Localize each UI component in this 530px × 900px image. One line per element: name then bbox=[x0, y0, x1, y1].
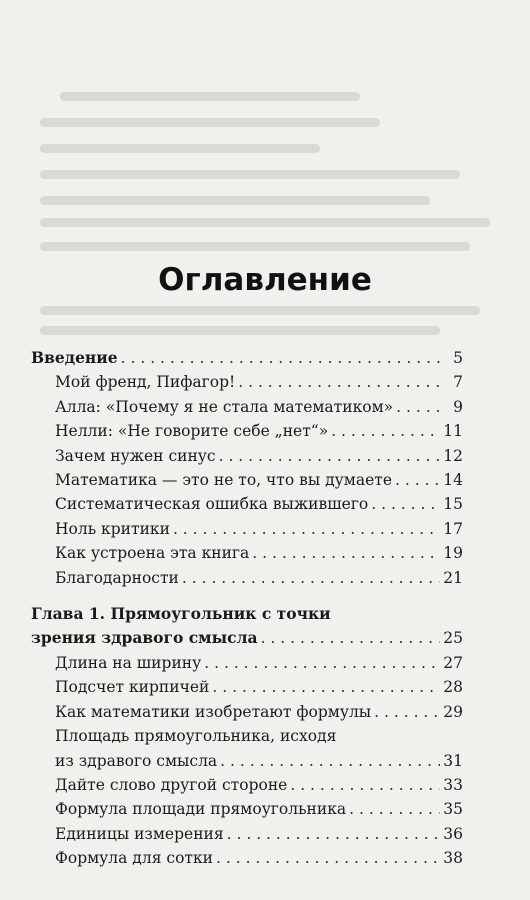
leader-dots bbox=[204, 651, 440, 675]
leader-dots bbox=[216, 846, 440, 870]
toc-entry-page: 35 bbox=[443, 800, 463, 819]
leader-dots bbox=[182, 566, 440, 590]
leader-dots bbox=[220, 749, 440, 773]
toc-entry-line1[interactable]: Площадь прямоугольника, исходя bbox=[55, 727, 337, 746]
toc-entry-title: Единицы измерения bbox=[55, 824, 224, 843]
toc-entry-page: 11 bbox=[443, 422, 463, 441]
toc-entry-page: 33 bbox=[443, 775, 463, 794]
toc-entry-page: 19 bbox=[443, 544, 463, 563]
leader-dots bbox=[238, 370, 444, 394]
toc-entry[interactable] bbox=[31, 700, 463, 724]
toc-entry[interactable] bbox=[31, 395, 463, 419]
toc-entry-page: 7 bbox=[453, 373, 463, 392]
toc-entry-title: Как математики изобретают формулы bbox=[55, 702, 372, 721]
toc-entry-page: 31 bbox=[443, 751, 463, 770]
leader-dots bbox=[374, 700, 440, 724]
toc-entry-page: 17 bbox=[443, 519, 463, 538]
page-title: Оглавление bbox=[158, 262, 372, 298]
toc-entry-intro[interactable] bbox=[31, 346, 463, 370]
leader-dots bbox=[219, 444, 441, 468]
toc-entry-page: 29 bbox=[443, 702, 463, 721]
toc-entry-page: 38 bbox=[443, 849, 463, 868]
toc-entry-page: 27 bbox=[443, 653, 463, 672]
toc-entry[interactable] bbox=[31, 541, 463, 565]
toc-entry[interactable] bbox=[31, 773, 463, 797]
toc-entry-title: Как устроена эта книга bbox=[55, 544, 250, 563]
toc-entry-title: Длина на ширину bbox=[55, 653, 202, 672]
toc-entry-chapter1[interactable] bbox=[31, 626, 463, 650]
toc-entry-title: Систематическая ошибка выжившего bbox=[55, 495, 369, 514]
toc-entry[interactable] bbox=[31, 797, 463, 821]
chapter-title-line2: зрения здравого смысла bbox=[31, 628, 258, 648]
table-of-contents bbox=[31, 346, 463, 871]
toc-entry-title: Подсчет кирпичей bbox=[55, 678, 210, 697]
toc-entry-title: Благодарности bbox=[55, 568, 179, 587]
toc-entry[interactable] bbox=[31, 468, 463, 492]
toc-entry-page: 21 bbox=[443, 568, 463, 587]
toc-entry[interactable] bbox=[31, 651, 463, 675]
toc-entry-title: Нелли: «Не говорите себе „нет“» bbox=[55, 422, 329, 441]
leader-dots bbox=[121, 346, 444, 370]
toc-entry-page: 36 bbox=[443, 824, 463, 843]
leader-dots bbox=[261, 626, 441, 650]
toc-entry-title: Мой френд, Пифагор! bbox=[55, 373, 236, 392]
toc-entry-page: 25 bbox=[443, 629, 463, 648]
toc-entry-title: из здравого смысла bbox=[55, 751, 218, 770]
toc-entry-title: Алла: «Почему я не стала математиком» bbox=[55, 397, 394, 416]
toc-entry-page: 5 bbox=[453, 349, 463, 367]
toc-entry[interactable] bbox=[31, 492, 463, 516]
toc-entry[interactable] bbox=[31, 370, 463, 394]
toc-entry-title: Введение bbox=[31, 348, 118, 367]
leader-dots bbox=[212, 675, 440, 699]
toc-entry-title: Ноль критики bbox=[55, 519, 170, 538]
toc-entry-page: 9 bbox=[453, 397, 463, 416]
toc-entry[interactable] bbox=[31, 675, 463, 699]
toc-entry-page: 15 bbox=[443, 495, 463, 514]
toc-entry[interactable] bbox=[31, 444, 463, 468]
leader-dots bbox=[252, 541, 440, 565]
toc-entry-page: 28 bbox=[443, 678, 463, 697]
toc-entry-title: Формула площади прямоугольника bbox=[55, 800, 347, 819]
section-gap bbox=[31, 590, 463, 602]
toc-entry[interactable] bbox=[31, 822, 463, 846]
toc-entry-title: Дайте слово другой стороне bbox=[55, 775, 288, 794]
leader-dots bbox=[395, 468, 440, 492]
toc-entry-title: Формула для сотки bbox=[55, 849, 214, 868]
toc-entry-title: Математика — это не то, что вы думаете bbox=[55, 471, 393, 490]
toc-entry-title: Зачем нужен синус bbox=[55, 446, 216, 465]
toc-entry[interactable] bbox=[31, 566, 463, 590]
leader-dots bbox=[331, 419, 440, 443]
toc-entry[interactable] bbox=[31, 517, 463, 541]
leader-dots bbox=[349, 797, 440, 821]
leader-dots bbox=[396, 395, 444, 419]
toc-entry[interactable] bbox=[31, 749, 463, 773]
leader-dots bbox=[290, 773, 440, 797]
toc-entry-page: 12 bbox=[443, 446, 463, 465]
leader-dots bbox=[227, 822, 441, 846]
toc-entry-page: 14 bbox=[443, 471, 463, 490]
toc-entry[interactable] bbox=[31, 846, 463, 870]
leader-dots bbox=[371, 492, 440, 516]
chapter-title-line1[interactable]: Глава 1. Прямоугольник с точки bbox=[31, 604, 331, 624]
leader-dots bbox=[173, 517, 440, 541]
toc-entry[interactable] bbox=[31, 419, 463, 443]
